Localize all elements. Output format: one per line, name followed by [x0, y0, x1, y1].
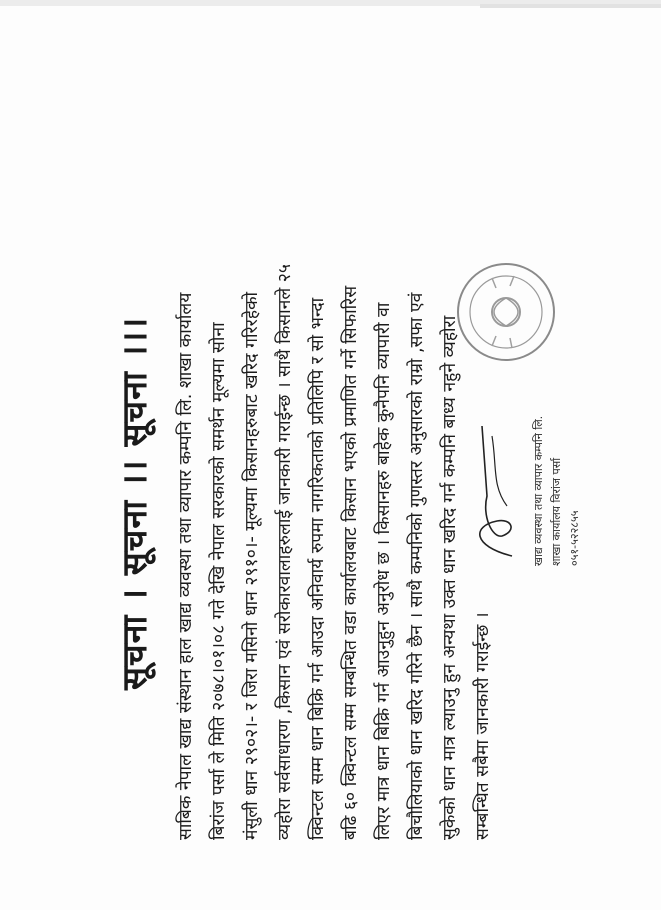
body-line: क्विन्टल सम्म धान बिक्रि गर्न आउदा अनिवार्य रुपमा नागरिकताको प्रतिलिपि र सो भन्दा — [308, 297, 328, 840]
scan-edge-shadow — [480, 4, 661, 8]
body-line: मंसुली धान २९०२।- र जिरा मसिनो धान २९१०।- मूल्यमा किसानहरुबाट खरिद गरिरहेको — [242, 291, 262, 840]
signature-scribble — [452, 416, 532, 566]
body-line: बिरांज पर्सा ले मिति २०७८।०१।०८ गते देखि नेपाल सरकारको समर्थन मूल्यमा सोना — [209, 322, 229, 840]
body-line: व्यहोरा सर्वसाधारण ,किसान एवं सरोकारवालाहरुलाई जानकारी गराईन्छ । साथै किसानले २५ — [275, 264, 295, 840]
signature-area — [452, 256, 642, 566]
body-line: लिएर मात्र धान बिक्रि गर्न आउनुहुन अनुरोध छ । किसानहरु बाहेक कुनैपनि व्यापारी वा — [374, 302, 394, 840]
notice-title: सूचना । सूचना ।। सूचना ।।। — [115, 316, 155, 690]
body-line: साबिक नेपाल खाद्य संस्थान हाल खाद्य व्यवस्था तथा व्यापार कम्पनि लि. शाखा कार्यालय — [176, 292, 196, 840]
signature-line-phone: ०५१-५२२८५५ — [568, 510, 581, 566]
round-seal-stamp — [452, 258, 560, 366]
notice-body — [170, 40, 500, 840]
body-line: बिचौलियाको धान खरिद गरिने छैन । साथै कम्पनिको गुणस्तर अनुसारको राम्रो ,सफा एवं — [407, 292, 427, 840]
body-line: सुकेको धान मात्र ल्याउनु हुन अन्यथा उक्त धान खरिद गर्न कम्पनि बाध्य नहुने व्यहोरा — [440, 315, 460, 840]
signature-line-company: खाद्य व्यवस्था तथा व्यापार कम्पनि लि. — [532, 415, 545, 566]
body-line: बढि ६० क्विन्टल सम्म सम्बन्धित वडा कार्यालयबाट किसान भएको प्रमाणित गर्ने सिफारिस — [341, 285, 361, 840]
signature-line-office: शाखा कार्यालय विरांज पर्सा — [550, 457, 563, 566]
body-line: सम्बन्धित सबैमा जानकारी गराईन्छ । — [473, 612, 493, 840]
